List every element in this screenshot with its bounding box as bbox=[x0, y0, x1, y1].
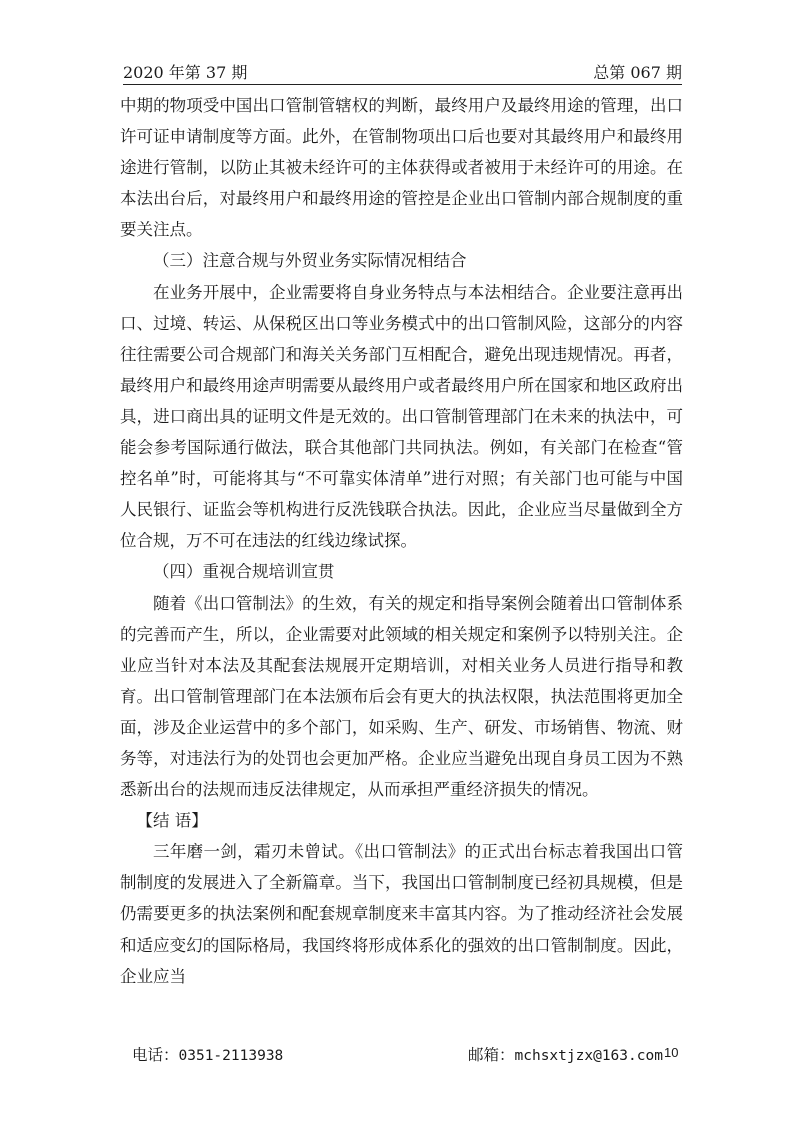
paragraph: 在业务开展中，企业需要将自身业务特点与本法相结合。企业要注意再出口、过境、转运、从保税区出口等业务模式中的出口管制风险，这部分的内容往往需要公司合规部门和海关关务部门互相配合，避免出现违规情况。再者，最终用户和最终用途声明需要从最终用户或者最终用户所在国家和地区政府出具，进口商出具的证明文件是无效的。出口管制管理部门在未来的执法中，可能会参考国际通行做法，联合其他部门共同执法。例如，有关部门在检查“管控名单”时，可能将其与“不可靠实体清单”进行对照；有关部门也可能与中国人民银行、证监会等机构进行反洗钱联合执法。因此，企业应当尽量做到全方位合规，万不可在违法的红线边缘试探。 bbox=[120, 282, 683, 551]
paragraph: 三年磨一剑，霜刃未曾试。《出口管制法》的正式出台标志着我国出口管制制度的发展进入了全新篇章。当下，我国出口管制制度已经初具规模，但是仍需要更多的执法案例和配套规章制度来丰富其内容。为了推动经济社会发展和适应变幻的国际格局，我国终将形成体系化的强效的出口管制制度。因此，企业应当 bbox=[120, 842, 683, 986]
page-number: 10 bbox=[664, 1045, 679, 1060]
phone-number: 0351-2113938 bbox=[178, 1048, 284, 1064]
footer-phone bbox=[132, 1045, 283, 1066]
footer-email bbox=[468, 1045, 663, 1066]
article-body bbox=[120, 90, 683, 992]
total-issue-number: 总第 067 期 bbox=[593, 63, 682, 82]
section-heading-4: （四）重视合规培训宣贯 bbox=[153, 562, 335, 582]
paragraph: 随着《出口管制法》的生效，有关的规定和指导案例会随着出口管制体系的完善而产生，所以，企业需要对此领域的相关规定和案例予以特别关注。企业应当针对本法及其配套法规展开定期培训，对相关业务人员进行指导和教育。出口管制管理部门在本法颁布后会有更大的执法权限，执法范围将更加全面，涉及企业运营中的多个部门，如采购、生产、研发、市场销售、物流、财务等，对违法行为的处罚也会更加严格。企业应当避免出现自身员工因为不熟悉新出台的法规而违反法律规定，从而承担严重经济损失的情况。 bbox=[120, 593, 683, 800]
conclusion-heading: 【结 语】 bbox=[136, 811, 208, 831]
email-label: 邮箱： bbox=[468, 1046, 515, 1064]
email-address: mchsxtjzx@163.com bbox=[514, 1048, 663, 1064]
paragraph: 中期的物项受中国出口管制管辖权的判断，最终用户及最终用途的管理，出口许可证申请制度等方面。此外，在管制物项出口后也要对其最终用户和最终用途进行管制，以防止其被未经许可的主体获得或者被用于未经许可的用途。在本法出台后，对最终用户和最终用途的管控是企业出口管制内部合规制度的重要关注点。 bbox=[120, 96, 683, 240]
page-header bbox=[123, 60, 682, 85]
section-heading-3: （三）注意合规与外贸业务实际情况相结合 bbox=[153, 251, 467, 271]
phone-label: 电话： bbox=[132, 1046, 179, 1064]
issue-number: 2020 年第 37 期 bbox=[123, 63, 248, 82]
